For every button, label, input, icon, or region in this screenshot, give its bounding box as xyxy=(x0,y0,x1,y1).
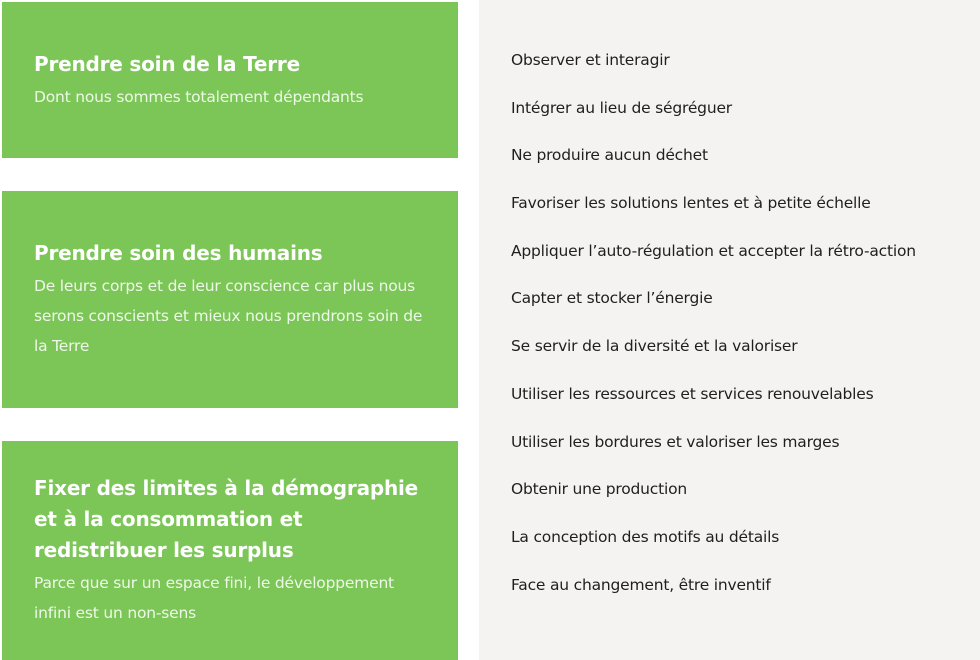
principles-list xyxy=(511,45,916,617)
principle-item: Obtenir une production xyxy=(511,480,688,499)
principle-item: Intégrer au lieu de ségréguer xyxy=(511,98,732,117)
principle-item: Se servir de la diversité et la valoriser xyxy=(511,337,798,356)
principle-item: Utiliser les ressources et services renouvelables xyxy=(511,384,874,403)
principle-item: Face au changement, être inventif xyxy=(511,575,771,594)
ethic-subtitle: Parce que sur un espace fini, le développement infini est un non-sens xyxy=(34,574,394,622)
ethic-card-limits xyxy=(2,441,458,660)
ethic-title: Prendre soin de la Terre xyxy=(34,51,300,76)
principle-item: Observer et interagir xyxy=(511,51,670,69)
ethic-subtitle: De leurs corps et de leur conscience car plus nous serons conscients et mieux nous prendrons soin de la Terre xyxy=(34,277,423,355)
ethic-card-earth xyxy=(2,2,458,158)
principle-item: Utiliser les bordures et valoriser les marges xyxy=(511,432,840,451)
principle-item: La conception des motifs au détails xyxy=(511,527,780,546)
principle-item: Ne produire aucun déchet xyxy=(511,146,708,165)
principle-item: Appliquer l’auto-régulation et accepter la rétro-action xyxy=(511,241,916,260)
ethic-title: Fixer des limites à la démographie et à la consommation et redistribuer les surplus xyxy=(34,476,419,562)
ethic-card-people xyxy=(2,191,458,408)
principle-item: Capter et stocker l’énergie xyxy=(511,289,713,308)
ethic-title: Prendre soin des humains xyxy=(34,241,323,265)
principles-panel xyxy=(479,0,980,660)
principle-item: Favoriser les solutions lentes et à petite échelle xyxy=(511,194,871,213)
ethic-subtitle: Dont nous sommes totalement dépendants xyxy=(34,87,364,106)
